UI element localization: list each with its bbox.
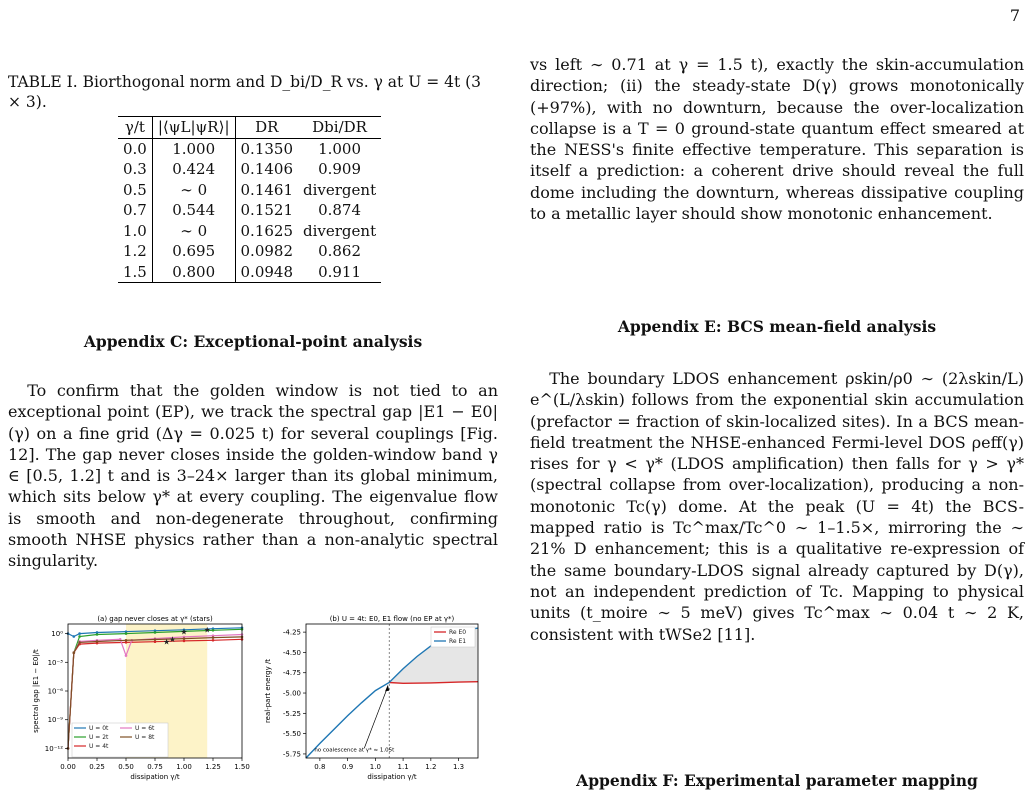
table-cell: 0.874 [318,201,362,219]
table-cell: 0.0948 [240,262,294,281]
appendix-e-heading: Appendix E: BCS mean-field analysis [617,317,937,336]
panel-a-title: (a) gap never closes at γ* (stars) [97,615,213,623]
y-tick-label: -5.50 [282,730,301,739]
data-point [212,629,215,632]
legend-label: U = 0t [89,725,109,732]
appendix-e-body [530,368,1024,645]
y-tick-label: 10⁻¹² [44,744,63,753]
panel-b-title: (b) U = 4t: E0, E1 flow (no EP at γ*) [329,615,455,623]
panel-b-ylabel: real-part energy /t [264,658,272,724]
data-point [125,632,128,635]
table-row [118,200,381,221]
col-header-norm: |⟨ψL|ψR⟩| [152,117,235,139]
x-tick-label: 1.0 [369,763,381,771]
data-point [96,640,99,643]
data-point [125,639,128,642]
x-tick-label: 1.1 [397,763,409,771]
legend-label: U = 8t [135,734,155,741]
gamma-star-marker: ★ [180,627,188,637]
table-cell: ∼ 0 [152,180,235,201]
x-tick-label: 0.9 [342,763,354,771]
table-cell: divergent [303,180,377,199]
table-cell: 0.911 [318,262,362,281]
annotation-arrow [364,687,388,749]
annotation-arrowhead [385,685,389,691]
appendix-e-paragraph: The boundary LDOS enhancement ρskin/ρ0 ∼ (2λskin/L) e^(L/λskin) follows from the exponential skin accumulation (prefactor = fraction of skin-localized sites). In a BCS mean-field treatment the NHSE-enhanced Fermi-level DOS ρeff(γ) rises for γ < γ* (LDOS amplification) then falls for γ > γ* (spectral collapse from over-localization), producing a non-monotonic Tc(γ) dome. At the peak (U = 4t) the BCS-mapped ratio is Tc^max/Tc^0 ∼ 1–1.5×, mirroring the ∼ 21% D enhancement; this is a qualitative re-expression of the same boundary-LDOS signal already captured by D(γ), not an independent prediction of Tc. Mapping to physical units (t_moire ∼ 5 meV) gives Tc^max ∼ 0.04 t ∼ 2 K, consistent with tWSe2 [11]. [530,369,1024,644]
table-cell: 0.862 [318,242,362,260]
table-cell: 0.7 [118,200,152,221]
x-tick-label: 1.25 [205,763,221,771]
data-point [73,635,76,638]
table-cell: 0.0982 [240,242,294,260]
table-cell: divergent [303,221,377,240]
y-tick-label: 10⁻⁹ [47,716,63,725]
y-tick-label: -4.25 [282,628,301,637]
data-point [154,640,157,643]
x-tick-label: 0.50 [118,763,134,771]
data-point [78,632,81,635]
x-tick-label: 1.50 [234,763,250,771]
data-point [212,639,215,642]
data-point [154,638,157,641]
data-point [183,637,186,640]
right-continuation [530,54,1024,224]
annotation-text: no coalescence at γ* ≈ 1.05t [314,747,395,754]
y-tick-label: 10⁰ [51,630,63,639]
col-header-ratio: Dbi/DR [312,118,367,136]
appendix-c-paragraph: To confirm that the golden window is not tied to an exceptional point (EP), we track the spectral gap |E1 − E0|(γ) on a fine grid (Δγ = 0.025 t) for several couplings [Fig. 12]. The gap never closes inside the golden-window band γ ∈ [0.5, 1.2] t and is 3–24× larger than its global minimum, which sits below γ* at every coupling. The eigenvalue flow is smooth and non-degenerate throughout, confirming smooth NHSE physics rather than a non-analytic spectral singularity. [8,381,498,571]
data-point [125,654,128,657]
y-tick-label: -5.00 [282,689,301,698]
continuation-paragraph: vs left ∼ 0.71 at γ = 1.5 t), exactly the skin-accumulation direction; (ii) the steady-state D(γ) grows monotonically (+97%), with no downturn, because the over-localization collapse is a T = 0 ground-state quantum effect smeared at the NESS's finite effective temperature. This separation is itself a prediction: a coherent drive should reveal the full dome including the downturn, whereas dissipative coupling to a metallic layer should show monotonic enhancement. [530,55,1024,224]
appendix-c-heading: Appendix C: Exceptional-point analysis [83,332,423,351]
appendix-f-heading: Appendix F: Experimental parameter mapping [576,771,978,790]
table-cell: 0.1406 [240,160,294,178]
table-cell: 0.695 [152,241,235,262]
table-cell: ∼ 0 [152,221,235,242]
x-tick-label: 1.2 [425,763,437,771]
table-row [118,241,381,262]
table-cell: 0.1461 [240,180,294,199]
table-cell: 0.1625 [240,221,294,240]
biorthogonal-table [118,116,381,283]
gamma-star-marker: ★ [163,637,171,647]
panel-a-ylabel: spectral gap |E1 − E0|/t [32,649,40,733]
panel-b-xlabel: dissipation γ/t [367,773,417,781]
table-cell: 1.2 [118,241,152,262]
y-tick-label: -5.25 [282,709,301,718]
table-cell: 1.0 [118,221,152,242]
table-cell: 0.1350 [240,139,294,158]
x-tick-label: 0.8 [314,763,326,771]
table-header-row [118,117,381,139]
x-tick-label: 1.3 [453,763,465,771]
table-cell: 0.544 [152,200,235,221]
col-header-dr: DR [255,118,279,136]
table-row [118,159,381,180]
table-cell: 0.424 [152,159,235,180]
gamma-star-marker: ★ [203,625,211,635]
col-header-gamma: γ/t [118,117,152,139]
table-cell: 0.3 [118,159,152,180]
table-cell: 0.800 [152,262,235,283]
table-caption [8,72,498,112]
table-row [118,180,381,201]
legend-label: Re E1 [449,638,467,645]
table-cell: 0.5 [118,180,152,201]
appendix-c-body [8,380,498,572]
data-point [154,631,157,634]
y-tick-label: 10⁻³ [47,658,63,667]
figure-12 [20,612,500,794]
x-tick-label: 0.00 [60,763,76,771]
table-row [118,262,381,283]
data-point [73,651,76,654]
legend-label: Re E0 [449,629,467,636]
x-tick-label: 0.75 [147,763,163,771]
table-row [118,221,381,242]
panel-a-xlabel: dissipation γ/t [130,773,180,781]
x-tick-label: 1.00 [176,763,192,771]
figure-12-svg [20,612,500,790]
table-cell: 0.909 [318,160,362,178]
data-point [78,641,81,644]
table-row [118,138,381,159]
table-cell: 1.5 [118,262,152,283]
y-tick-label: -5.75 [282,750,301,759]
data-point [96,633,99,636]
data-point [183,640,186,643]
data-point [78,635,81,638]
table-cell: 1.000 [152,138,235,159]
legend-label: U = 6t [135,725,155,732]
y-tick-label: -4.75 [282,669,301,678]
table-cell: 0.0 [118,138,152,159]
legend-label: U = 2t [89,734,109,741]
y-tick-label: -4.50 [282,648,301,657]
data-point [212,636,215,639]
page-number: 7 [1009,6,1020,25]
y-tick-label: 10⁻⁶ [47,687,63,696]
x-tick-label: 0.25 [89,763,105,771]
table-cell: 0.1521 [240,201,294,219]
gamma-star-marker: ★ [168,634,176,644]
table-cell: 1.000 [318,139,362,158]
legend-label: U = 4t [89,743,109,750]
table-caption-text: TABLE I. Biorthogonal norm and D_bi/D_R vs. γ at U = 4t (3 × 3). [8,73,482,111]
